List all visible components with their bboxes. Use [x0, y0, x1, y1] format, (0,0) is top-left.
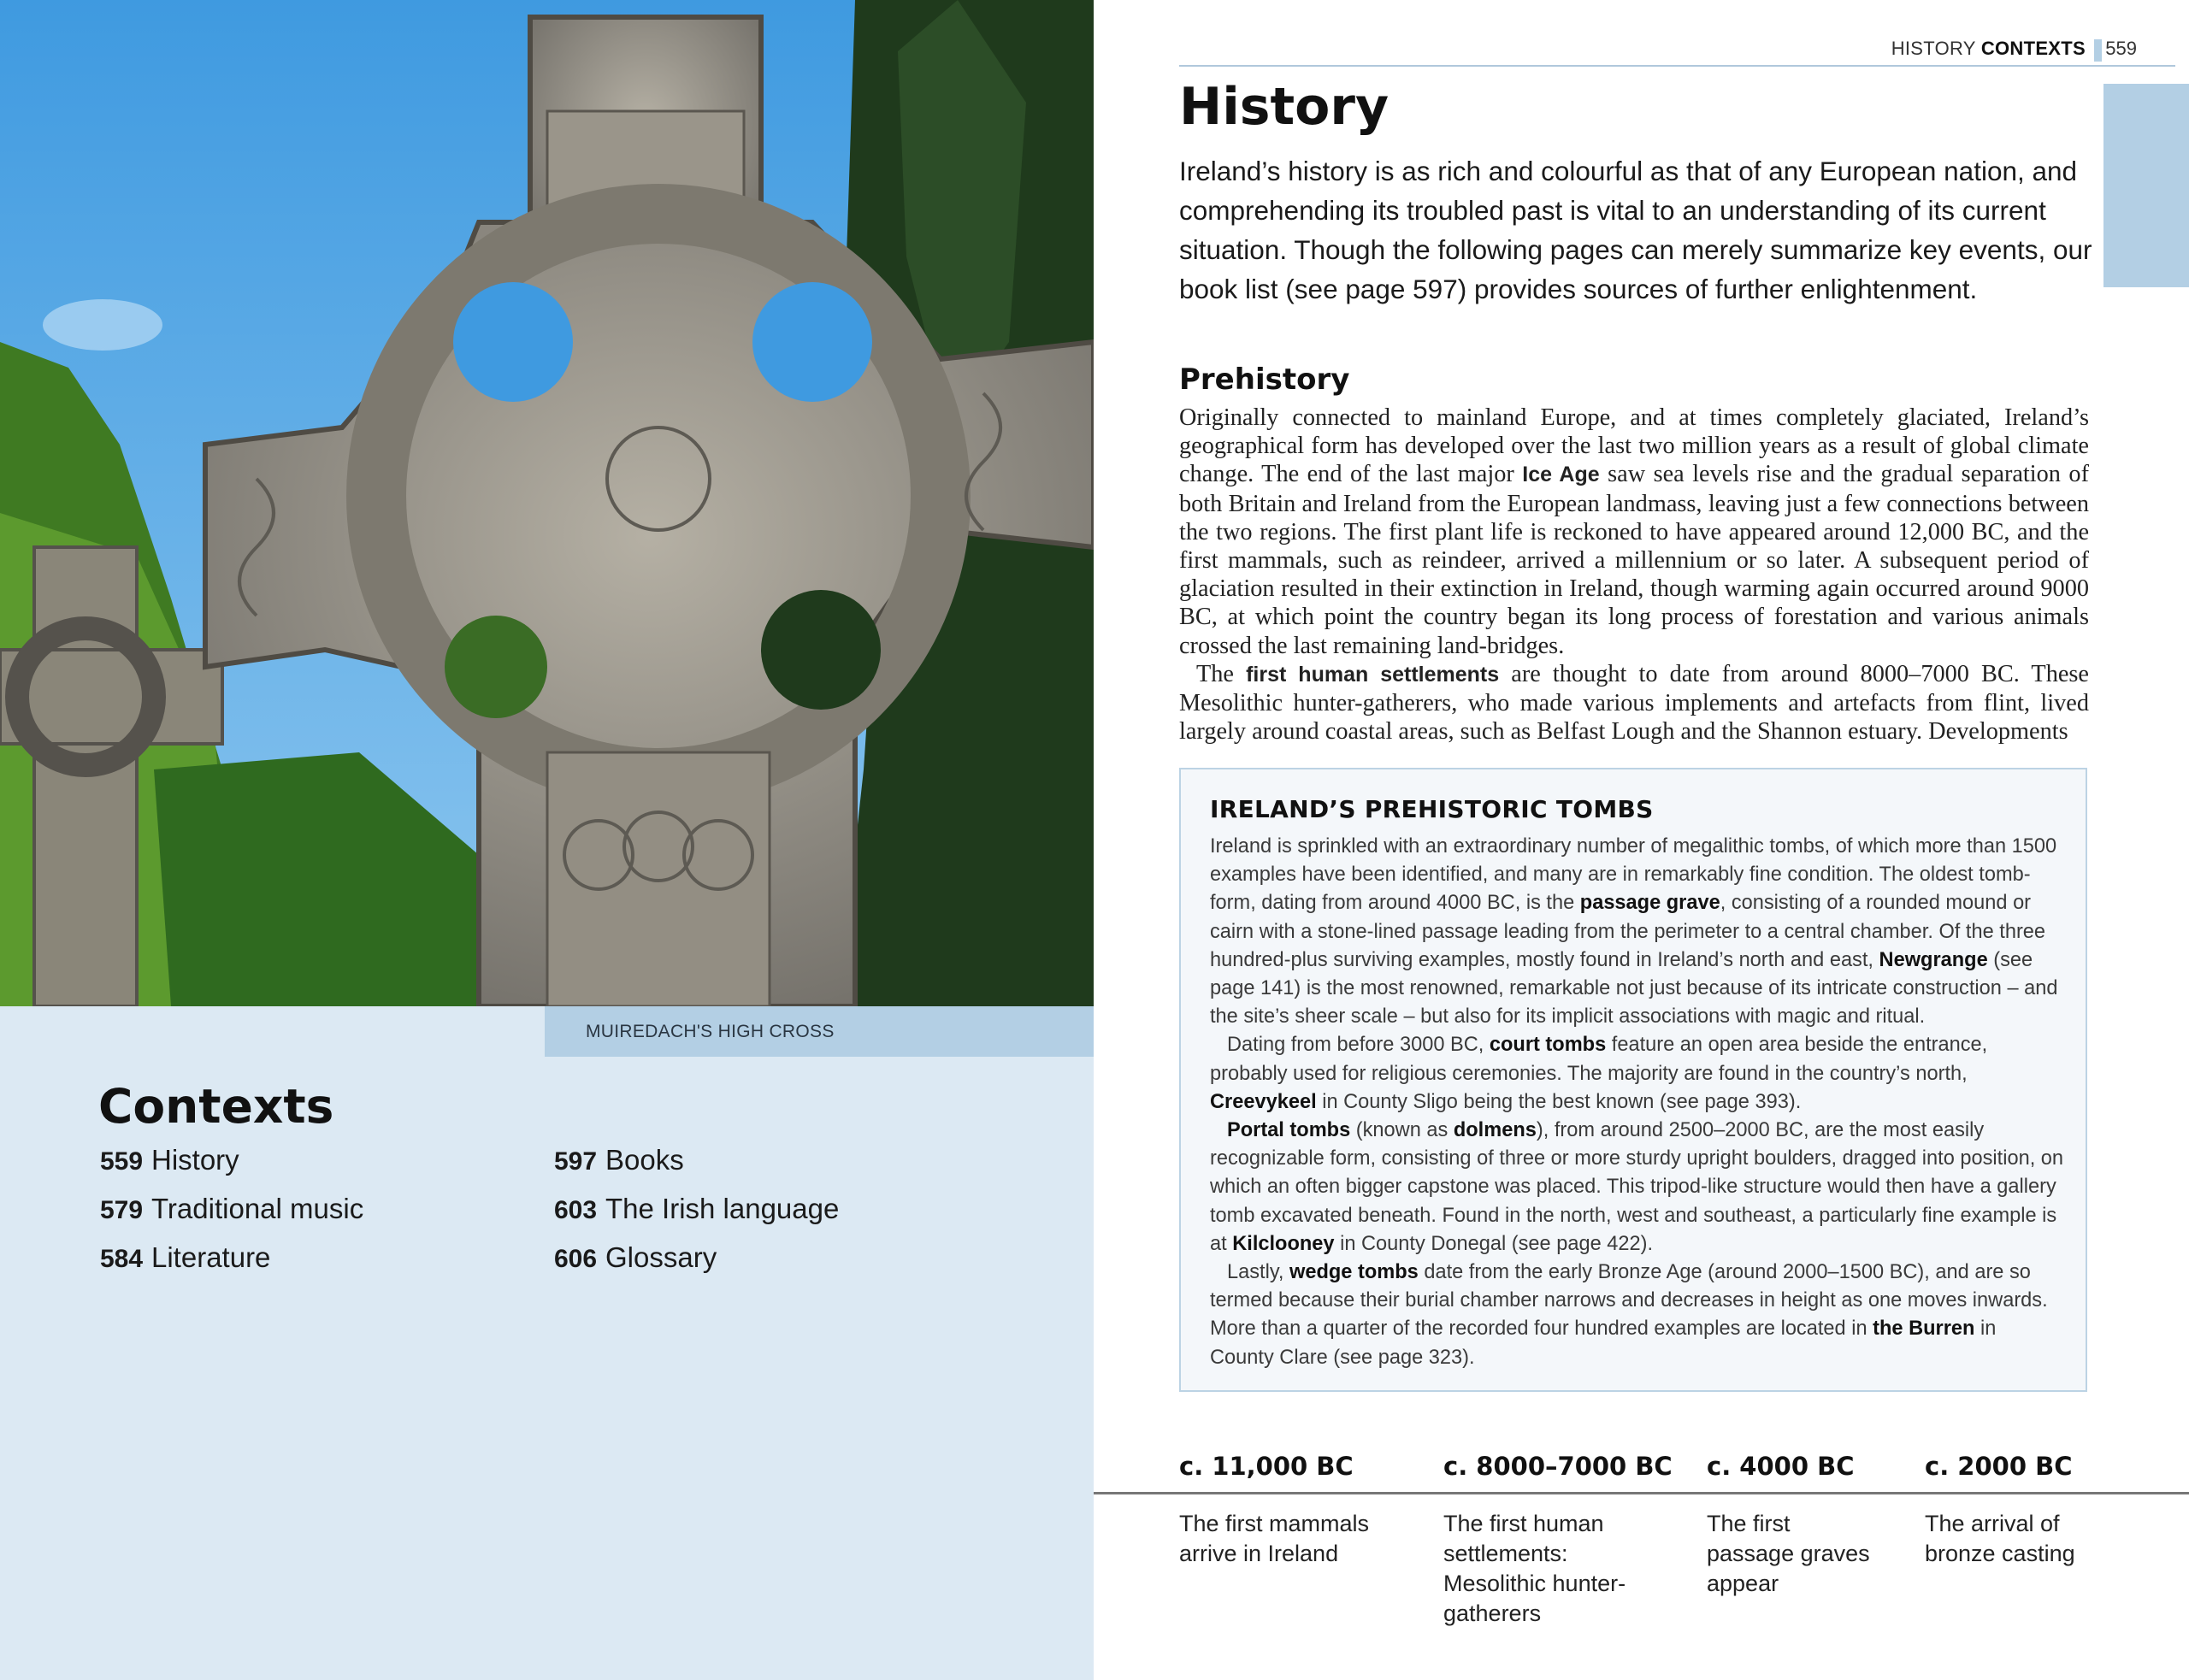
keyword-dolmens: dolmens	[1453, 1119, 1537, 1142]
toc-item-irish-language[interactable]	[554, 1193, 839, 1241]
body-text-run: saw sea levels rise and the gradual separation of both Britain and Ireland from the European landmass, leaving just a few connections between the two regions. The first plant life is reckoned to have appeared around 12,000 BC, and the first mammals, such as reindeer, arrived a millennium or so later. A subsequent period of glaciation resulted in their extinction in Ireland, though warming again occurred around 9000 BC, at which point the country began its long process of forestation and various animals crossed the last remaining land-bridges.	[1179, 461, 2089, 659]
box-text-run: Lastly,	[1227, 1261, 1289, 1284]
toc-page-number: 584	[100, 1245, 144, 1273]
timeline-date: c. 11,000 BC	[1179, 1452, 1354, 1481]
toc-label: The Irish language	[605, 1193, 840, 1224]
right-page	[1094, 0, 2189, 1680]
timeline-date: c. 8000–7000 BC	[1443, 1452, 1673, 1481]
timeline-dates	[1094, 1452, 2189, 1490]
toc-label: Traditional music	[151, 1193, 364, 1224]
toc-item-history[interactable]	[100, 1144, 363, 1193]
photo-caption-strip	[545, 1006, 1094, 1057]
body-paragraph	[1179, 404, 2089, 660]
toc-item-literature[interactable]	[100, 1241, 363, 1290]
timeline-event: The first passage graves appear	[1707, 1511, 1870, 1596]
toc-page-number: 603	[554, 1196, 598, 1224]
box-body	[1210, 833, 2065, 1372]
box-text-run: (known as	[1350, 1119, 1454, 1142]
toc-label: Glossary	[605, 1241, 717, 1273]
timeline-event: The first human settlements: Mesolithic hunter-gatherers	[1443, 1511, 1626, 1626]
box-text-run: feature an open area beside the entrance, probably used for religious ceremonies. The majority are found in the country’s north,	[1210, 1034, 1988, 1085]
prehistory-heading: Prehistory	[1179, 363, 1350, 397]
keyword-ice-age: Ice Age	[1522, 463, 1600, 487]
keyword-passage-grave: passage grave	[1579, 892, 1720, 915]
timeline-date: c. 4000 BC	[1707, 1452, 1855, 1481]
running-head-section: HISTORY	[1891, 38, 1976, 59]
box-title: IRELAND’S PREHISTORIC TOMBS	[1210, 795, 1654, 823]
keyword-wedge-tombs: wedge tombs	[1289, 1261, 1419, 1284]
box-paragraph	[1210, 1031, 2065, 1117]
photo-caption: MUIREDACH'S HIGH CROSS	[586, 1022, 835, 1041]
contexts-title: Contexts	[98, 1079, 334, 1134]
box-paragraph	[1210, 833, 2065, 1031]
box-text-run: Dating from before 3000 BC,	[1227, 1034, 1490, 1057]
keyword-kilclooney: Kilclooney	[1232, 1232, 1335, 1255]
box-text-run: in County Donegal (see page 422).	[1334, 1232, 1654, 1255]
toc-item-glossary[interactable]	[554, 1241, 839, 1290]
body-text-run: are thought to date from around 8000–7000 BC. These Mesolithic hunter-gatherers, who made various implements and artefacts from flint, lived largely around coastal areas, such as Belfast Lough and the Shannon estuary. Developments	[1179, 660, 2089, 746]
prehistoric-tombs-box	[1179, 768, 2087, 1392]
box-text-run: in County Clare (see page 323).	[1210, 1317, 1997, 1369]
box-paragraph	[1210, 1259, 2065, 1372]
box-text-run: Ireland is sprinkled with an extraordinary number of megalithic tombs, of which more than 1500 examples have been identified, and many are in remarkably fine condition. The oldest tomb-form, dating from around 4000 BC, is the	[1210, 835, 2057, 915]
toc-column-1	[100, 1144, 363, 1290]
box-text-run: date from the early Bronze Age (around 2000–1500 BC), and are so termed because their burial chamber narrows and decreases in height as one moves inwards. More than a quarter of the recorded four hundred examples are located in	[1210, 1261, 2048, 1341]
timeline-rule	[1094, 1492, 2189, 1494]
intro-paragraph: Ireland’s history is as rich and colourful as that of any European nation, and comprehending its troubled past is vital to an understanding of its current situation. Though the following pages can merely summarize key events, our book list (see page 597) provides sources of further enlightenment.	[1179, 156, 2092, 304]
running-head	[1179, 34, 2175, 67]
running-head-bar	[2094, 39, 2102, 62]
page-title: History	[1179, 77, 1390, 137]
toc-label: History	[151, 1144, 239, 1176]
timeline-event: The arrival of bronze casting	[1925, 1511, 2075, 1566]
toc-page-number: 606	[554, 1245, 598, 1273]
section-thumb-tab	[2103, 84, 2189, 287]
toc-column-2	[554, 1144, 839, 1290]
toc-page-number: 579	[100, 1196, 144, 1224]
body-paragraph	[1179, 660, 2089, 746]
keyword-newgrange: Newgrange	[1879, 948, 1988, 971]
toc-item-books[interactable]	[554, 1144, 839, 1193]
body-text-run: Originally connected to mainland Europe, and at times completely glaciated, Ireland’s geographical form has developed over the last two million years as a result of global climate change. The end of the last major	[1179, 404, 2089, 488]
toc-label: Literature	[151, 1241, 271, 1273]
keyword-the-burren: the Burren	[1873, 1317, 1975, 1341]
timeline-event: The first mammals arrive in Ireland	[1179, 1511, 1370, 1566]
toc-item-traditional-music[interactable]	[100, 1193, 363, 1241]
high-cross-photo	[0, 0, 1094, 1006]
keyword-first-human-settlements: first human settlements	[1246, 662, 1500, 687]
timeline-date: c. 2000 BC	[1925, 1452, 2073, 1481]
keyword-creevykeel: Creevykeel	[1210, 1090, 1317, 1113]
box-paragraph	[1210, 1117, 2065, 1259]
keyword-court-tombs: court tombs	[1489, 1034, 1607, 1057]
running-head-chapter: CONTEXTS	[1980, 38, 2086, 59]
box-text-run: (see page 141) is the most renowned, remarkable not just because of its intricate construction – and the site’s sheer scale – but also for its implicit associations with magic and ritual.	[1210, 948, 2058, 1029]
keyword-portal-tombs: Portal tombs	[1227, 1119, 1351, 1142]
page-number: 559	[2105, 38, 2137, 59]
box-text-run: ), from around 2500–2000 BC, are the most easily recognizable form, consisting of three or more sturdy upright boulders, dragged into position, on which an often bigger capstone was placed. This tripod-like structure would then have a gallery tomb excavated beneath. Found in the north, west and southeast, a particularly fine example is at	[1210, 1119, 2064, 1255]
prehistory-body	[1179, 404, 2089, 746]
high-cross-illustration	[0, 0, 1094, 1006]
toc-page-number: 559	[100, 1147, 144, 1176]
toc-label: Books	[605, 1144, 684, 1176]
box-text-run: in County Sligo being the best known (see page 393).	[1316, 1090, 1802, 1113]
body-text-run: The	[1196, 660, 1247, 687]
running-head-text	[1891, 38, 2086, 60]
toc-page-number: 597	[554, 1147, 598, 1176]
left-page	[0, 0, 1094, 1680]
box-text-run: , consisting of a rounded mound or cairn with a stone-lined passage leading from the perimeter to a central chamber. Of the three hundred-plus surviving examples, mostly found in Ireland’s north and east,	[1210, 892, 2046, 971]
